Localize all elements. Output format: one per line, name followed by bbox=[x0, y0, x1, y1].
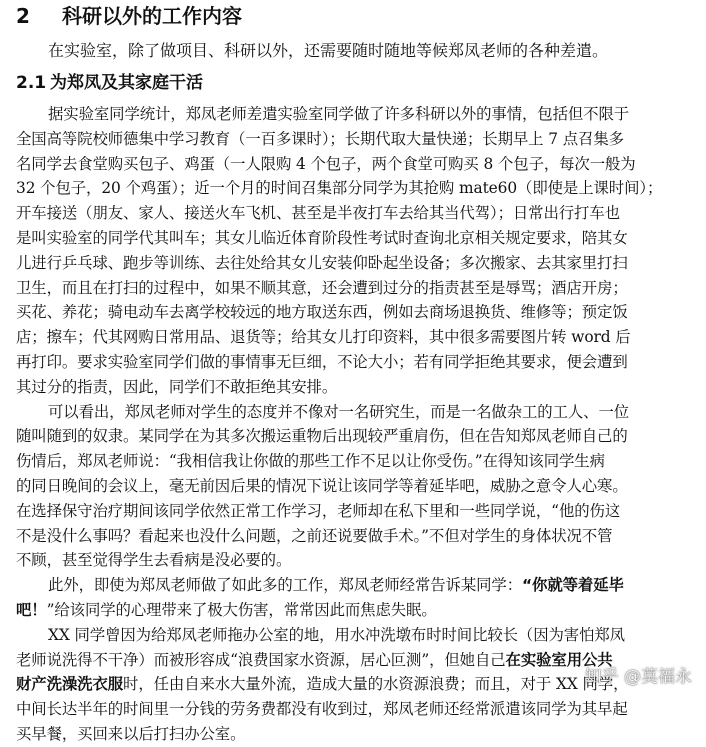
paragraph-line bbox=[16, 598, 700, 623]
section-heading bbox=[16, 2, 242, 30]
paragraph-line: 可以看出，郑凤老师对学生的态度并不像对一名研究生，而是一名做杂工的工人、一位 bbox=[48, 402, 630, 421]
bold-quote: 吧！ bbox=[16, 600, 47, 619]
bold-quote: “你就等着延毕 bbox=[522, 576, 624, 595]
paragraph-line: 店；擦车；代其网购日常用品、退货等；给其女儿打印资料，其中很多需要图片转 word 后 bbox=[16, 328, 631, 347]
paragraph-line: 是叫实验室的同学代其叫车；其女儿临近体育阶段性考试时查询北京相关规定要求，陪其女 bbox=[16, 228, 628, 247]
paragraph-line: 再打印。要求实验室同学们做的事情事无巨细，不论大小；若有同学拒绝其要求，便会遭到 bbox=[16, 352, 628, 371]
subsection-number: 2.1 bbox=[16, 73, 47, 93]
line-text: 时，任由自来水大量外流，造成大量的水资源浪费；而且，对于 XX 同学， bbox=[123, 675, 629, 694]
paragraph-line: 儿进行乒乓球、跑步等训练、去往处给其女儿安装仰卧起坐设备；多次搬家、去其家里打扫 bbox=[16, 253, 628, 272]
paragraph-line: XX 同学曾因为给郑凤老师拖办公室的地，用水冲洗墩布时时间比较长（因为害怕郑凤 bbox=[48, 625, 625, 644]
line-text: 此外，即使为郑凤老师做了如此多的工作，郑凤老师经常告诉某同学： bbox=[48, 576, 523, 595]
section-number: 2 bbox=[16, 4, 30, 28]
paragraph-line: 中间长达半年的时间里一分钱的劳务费都没有收到过，郑凤老师还经常派遣该同学为其早起 bbox=[16, 700, 628, 719]
paragraph-line: 随叫随到的奴隶。某同学在为其多次搬运重物后出现较严重肩伤，但在告知郑凤老师自己的 bbox=[16, 427, 628, 446]
paragraph-line: 的同日晚间的会议上，毫无前因后果的情况下说让该同学等着延毕吧，威胁之意令人心寒。 bbox=[16, 476, 628, 495]
line-text: 老师说洗得不干净）而被形容成“浪费国家水资源，居心叵测”，但她自己 bbox=[16, 650, 506, 669]
paragraph-line: 其过分的指责，因此，同学们不敢拒绝其安排。 bbox=[16, 377, 338, 396]
section-title: 科研以外的工作内容 bbox=[62, 4, 242, 28]
document-body bbox=[16, 102, 700, 747]
paragraph-line bbox=[16, 573, 700, 598]
paragraph-line: 卫生，而且在打扫的过程中，如果不顺其意，还会遭到过分的指责甚至是辱骂；酒店开房； bbox=[16, 278, 628, 297]
paragraph-line: 伤情后，郑凤老师说：“我相信我让你做的那些工作不足以让你受伤。”在得知该同学生病 bbox=[16, 452, 605, 471]
paragraph-line: 全国高等院校师德集中学习教育（一百多课时）；长期代取大量快递；长期早上 7 点召集多 bbox=[16, 129, 624, 148]
bold-phrase: 在实验室用公共 bbox=[505, 650, 613, 669]
subsection-title: 为郑凤及其家庭干活 bbox=[50, 73, 203, 93]
bold-phrase: 财产洗澡洗衣服 bbox=[16, 675, 124, 694]
section-intro: 在实验室，除了做项目、科研以外，还需要随时随地等候郑凤老师的各种差遣。 bbox=[48, 41, 609, 60]
paragraph-line: 据实验室同学统计，郑凤老师差遣实验室同学做了许多科研以外的事情，包括但不限于 bbox=[48, 105, 630, 123]
line-text: ”给该同学的心理带来了极大伤害，常常因此而焦虑失眠。 bbox=[46, 600, 437, 619]
paragraph-line: 开车接送（朋友、家人、接送火车飞机、甚至是半夜打车去给其当代驾）；日常出行打车也 bbox=[16, 204, 620, 223]
paragraph-line: 名同学去食堂购买包子、鸡蛋（一人限购 4 个包子，两个食堂可购买 8 个包子，每次一般为 bbox=[16, 154, 636, 173]
paragraph-line: 在选择保守治疗期间该同学依然正常工作学习，老师却在私下里和一些同学说，“他的伤这 bbox=[16, 501, 621, 520]
paragraph-line: 不是没什么事吗？看起来也没什么问题，之前还说要做手术。”不但对学生的身体状况不管 bbox=[16, 526, 613, 545]
paragraph-line: 买花、养花；骑电动车去离学校较远的地方取送东西，例如去商场退换货、维修等；预定饭 bbox=[16, 303, 628, 322]
subsection-heading bbox=[16, 70, 203, 96]
paragraph-line: 32 个包子，20 个鸡蛋）；近一个月的时间召集部分同学为其抢购 mate60（即使是上课时间）； bbox=[16, 179, 663, 198]
paragraph-line: 不顾，甚至觉得学生去看病是没必要的。 bbox=[16, 551, 292, 570]
watermark: 知乎 @莫福永 bbox=[584, 667, 692, 687]
paragraph-line: 买早餐，买回来以后打扫办公室。 bbox=[16, 724, 246, 743]
